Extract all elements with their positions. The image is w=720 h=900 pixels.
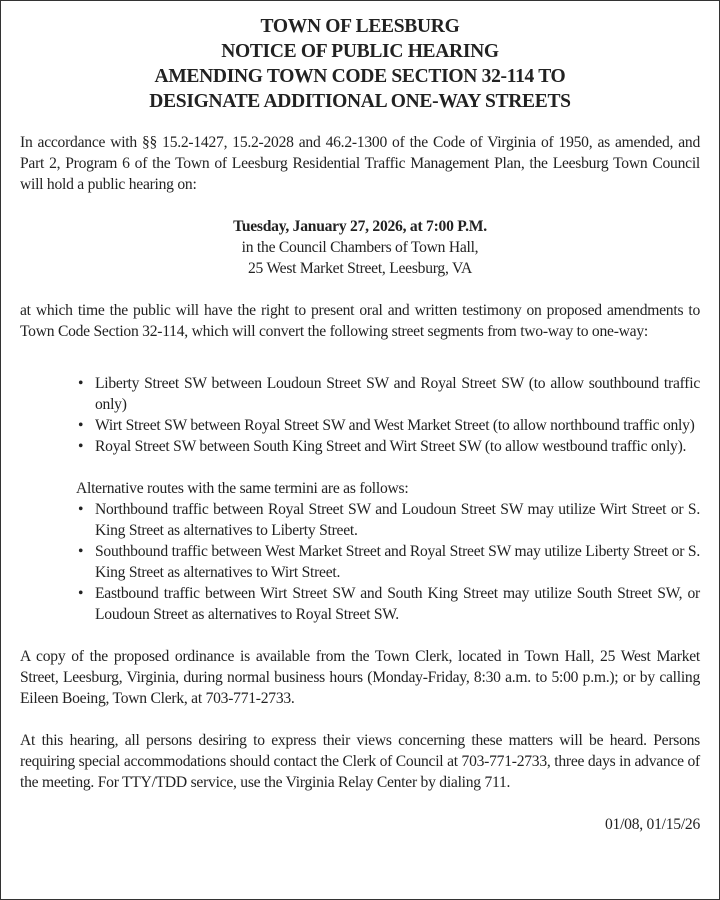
segment-text: Royal Street SW between South King Street and Wirt Street SW (to allow westbound traffic only). <box>95 438 687 455</box>
hearing-location-line2: 25 West Market Street, Leesburg, VA <box>247 260 472 277</box>
intro-paragraph: In accordance with §§ 15.2-1427, 15.2-2028 and 46.2-1300 of the Code of Virginia of 1950, as amended, and Part 2, Program 6 of the Town of Leesburg Residential Traffic Management Plan, the Leesburg Town Council will hold a public hearing on: <box>20 134 700 193</box>
title-line: TOWN OF LEESBURG <box>260 16 460 37</box>
testimony-paragraph: at which time the public will have the right to present oral and written testimony on proposed amendments to Town Code Section 32-114, which will convert the following street segments from two-way to one-way: <box>20 302 700 340</box>
hearing-datetime: Tuesday, January 27, 2026, at 7:00 P.M. <box>233 218 487 235</box>
bullet-icon: • <box>78 501 84 518</box>
ordinance-copy-paragraph: A copy of the proposed ordinance is available from the Town Clerk, located in Town Hall, 25 West Market Street, Leesburg, Virginia, during normal business hours (Monday-Friday, 8:30 a.m. to 5:00 p.m.); or by calling Eileen Boeing, Town Clerk, at 703-771-2733. <box>20 648 700 707</box>
notice-title <box>20 14 700 114</box>
accommodations-paragraph: At this hearing, all persons desiring to express their views concerning these matters will be heard. Persons requiring special accommodations should contact the Clerk of Council at 703-771-2733, three days in advance of the meeting. For TTY/TDD service, use the Virginia Relay Center by dialing 711. <box>20 732 700 791</box>
public-notice <box>20 14 700 835</box>
alternatives-heading: Alternative routes with the same termini are as follows: <box>76 480 409 497</box>
alternative-text: Eastbound traffic between Wirt Street SW and South King Street may utilize South Street SW, or Loudoun Street as alternatives to Royal Street SW. <box>95 585 700 623</box>
bullet-icon: • <box>78 543 84 560</box>
bullet-icon: • <box>78 375 84 392</box>
list-item <box>75 499 700 541</box>
publication-dates: 01/08, 01/15/26 <box>604 816 700 833</box>
segment-text: Liberty Street SW between Loudoun Street SW and Royal Street SW (to allow southbound traffic only) <box>95 375 700 413</box>
title-line: DESIGNATE ADDITIONAL ONE-WAY STREETS <box>149 91 571 112</box>
alternative-text: Southbound traffic between West Market Street and Royal Street SW may utilize Liberty Street or S. King Street as alternatives to Wirt Street. <box>95 543 700 581</box>
street-segments-list <box>20 363 700 457</box>
list-item <box>75 373 700 415</box>
alternative-text: Northbound traffic between Royal Street SW and Loudoun Street SW may utilize Wirt Street or S. King Street as alternatives to Liberty Street. <box>95 501 700 539</box>
list-item <box>75 415 700 436</box>
title-line: NOTICE OF PUBLIC HEARING <box>221 41 499 62</box>
title-line: AMENDING TOWN CODE SECTION 32-114 TO <box>154 66 566 87</box>
alternative-routes-list <box>20 499 700 625</box>
hearing-location-line1: in the Council Chambers of Town Hall, <box>241 239 479 256</box>
hearing-details <box>20 216 700 279</box>
list-item <box>75 436 700 457</box>
list-item <box>75 583 700 625</box>
bullet-icon: • <box>78 438 84 455</box>
list-item <box>75 541 700 583</box>
bullet-icon: • <box>78 417 84 434</box>
bullet-icon: • <box>78 585 84 602</box>
segment-text: Wirt Street SW between Royal Street SW and West Market Street (to allow northbound traffic only) <box>95 417 695 434</box>
